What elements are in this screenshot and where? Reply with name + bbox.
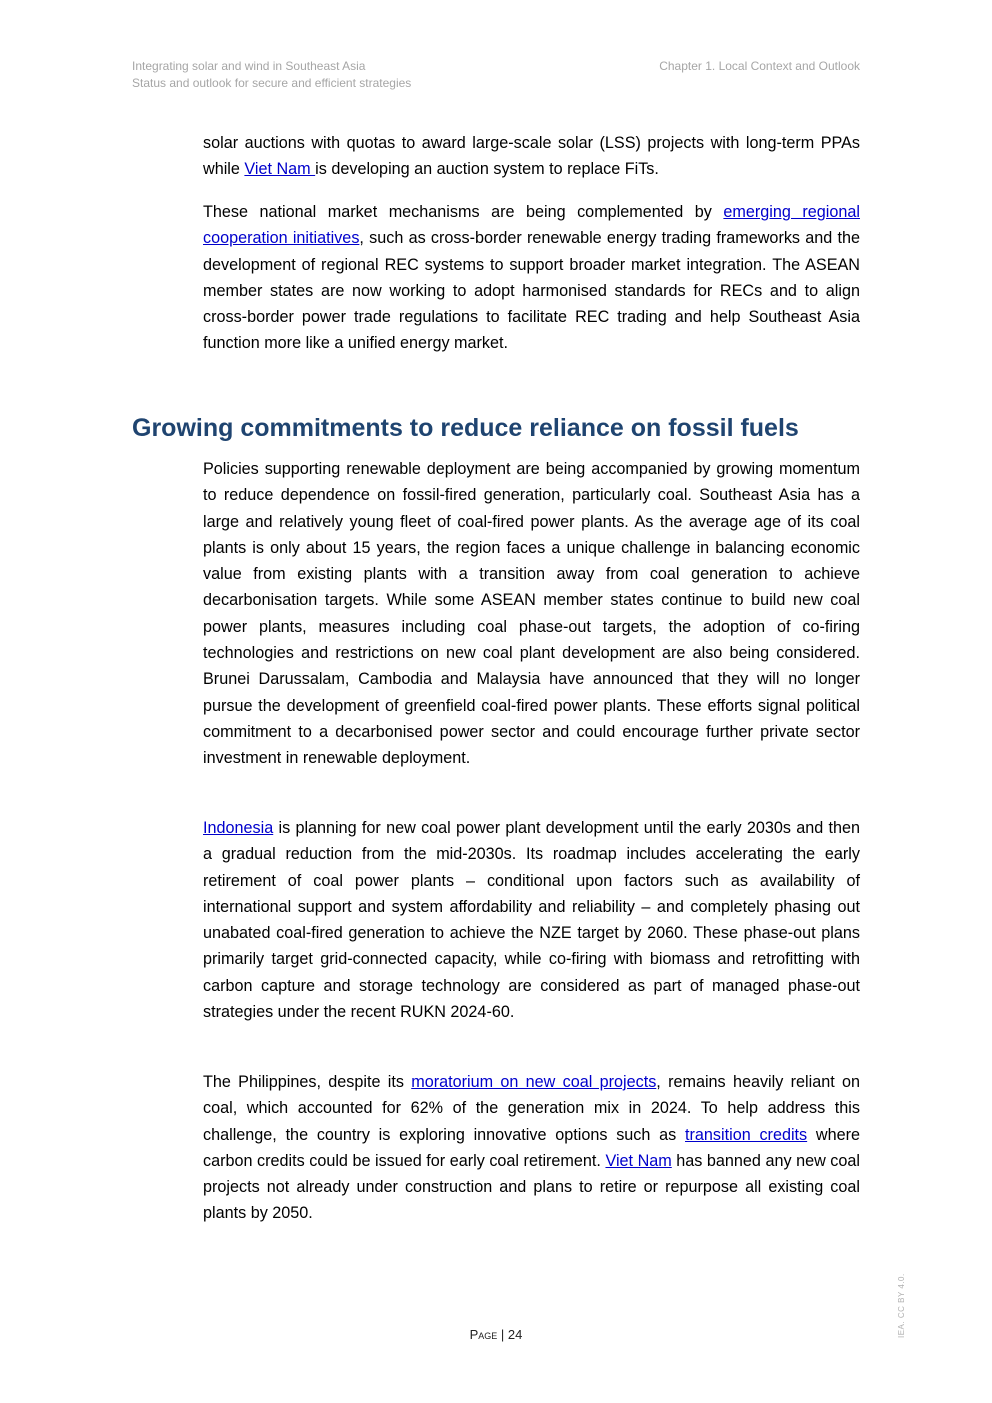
viet-nam-link[interactable]: Viet Nam	[244, 160, 316, 179]
license-notice: IEA. CC BY 4.0.	[897, 1273, 906, 1338]
paragraph-text: The Philippines, despite its	[203, 1073, 412, 1091]
paragraph-text: These national market mechanisms are being complemented by	[203, 203, 724, 221]
page-label: Page	[469, 1327, 498, 1342]
paragraph-5	[203, 1069, 860, 1227]
report-subtitle: Status and outlook for secure and efficient strategies	[132, 76, 412, 90]
page-separator: |	[497, 1327, 508, 1342]
paragraph-text: , such as cross-border renewable energy trading frameworks and the development of regional REC systems to support broader market integration. The ASEAN member states are now working to adopt harmonised standards for RECs and to align cross-border power trade regulations to facilitate REC trading and help Southeast Asia function more like a unified energy market.	[203, 229, 860, 353]
transition-credits-link[interactable]: transition credits	[685, 1125, 808, 1144]
paragraph-text: is developing an auction system to replace FiTs.	[315, 160, 659, 179]
paragraph-text: Policies supporting renewable deployment are being accompanied by growing momentum to reduce dependence on fossil-fired generation, particularly coal. Southeast Asia has a large and relatively young fleet of coal-fired power plants. As the average age of its coal plants is only about 15 years, the region faces a unique challenge in balancing economic value from existing plants with a transition away from coal generation to achieve decarbonisation targets. While some ASEAN member states continue to build new coal power plants, measures including coal phase-out targets, the adoption of co-firing technologies and restrictions on new coal plant development are also being considered. Brunei Darussalam, Cambodia and Malaysia have announced that they will no longer pursue the development of greenfield coal-fired power plants. These efforts signal political commitment to a decarbonised power sector and could encourage further private sector investment in renewable deployment.	[203, 460, 860, 768]
paragraph-3	[203, 456, 860, 772]
page-number: 24	[507, 1327, 523, 1342]
paragraph-text: has banned any new coal projects not already under construction and plans to retire or repurpose all existing coal plants by 2050.	[203, 1151, 861, 1223]
moratorium-link[interactable]: moratorium on new coal projects	[411, 1073, 657, 1091]
paragraph-2	[203, 199, 860, 357]
viet-nam-link-2[interactable]: Viet Nam	[605, 1151, 672, 1170]
page-footer	[0, 1327, 992, 1342]
section-heading: Growing commitments to reduce reliance on fossil fuels	[132, 414, 799, 442]
paragraph-text: solar auctions with quotas to award large-scale solar (LSS) projects with long-term PPAs while	[203, 134, 860, 179]
running-header-left	[132, 58, 411, 92]
chapter-title: Chapter 1. Local Context and Outlook	[659, 59, 860, 73]
paragraph-1	[203, 130, 860, 183]
indonesia-link[interactable]: Indonesia	[203, 819, 274, 837]
regional-cooperation-link[interactable]: emerging regional cooperation initiatives	[203, 203, 860, 248]
paragraph-text: is planning for new coal power plant development until the early 2030s and then a gradual reduction from the mid-2030s. Its roadmap includes accelerating the early retirement of coal power plants – conditional upon factors such as availability of international support and system affordability and reliability – and completely phasing out unabated coal-fired generation to achieve the NZE target by 2060. These phase-out plans primarily target grid-connected capacity, while co-firing with biomass and retrofitting with carbon capture and storage technology are considered as part of managed phase-out strategies under the recent RUKN 2024-60.	[203, 819, 860, 1022]
paragraph-4	[203, 815, 860, 1025]
paragraph-text: where carbon credits could be issued for early coal retirement.	[203, 1125, 860, 1170]
report-title: Integrating solar and wind in Southeast Asia	[132, 59, 366, 73]
paragraph-text: , remains heavily reliant on coal, which accounted for 62% of the generation mix in 2024. To help address this challenge, the country is exploring innovative options such as	[203, 1073, 860, 1144]
